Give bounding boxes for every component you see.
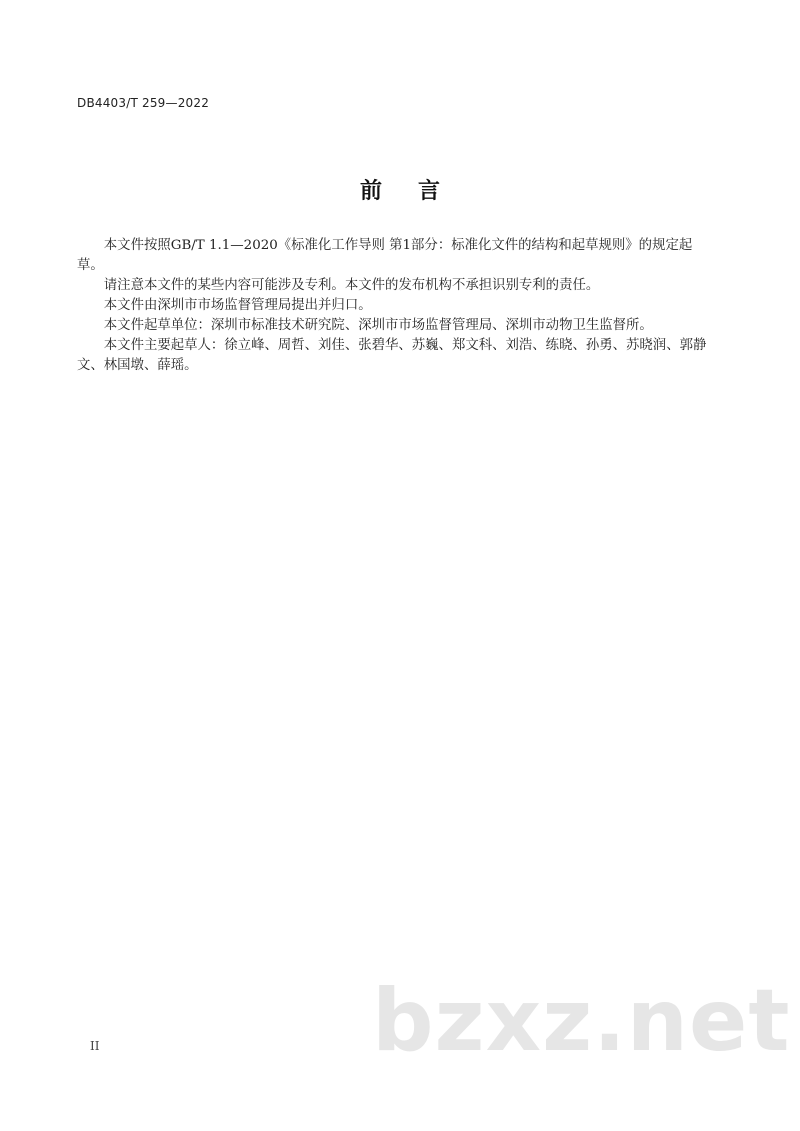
preface-paragraph: 本文件起草单位：深圳市标准技术研究院、深圳市市场监督管理局、深圳市动物卫生监督所。 — [103, 318, 653, 333]
preface-paragraph: 本文件主要起草人：徐立峰、周哲、刘佳、张碧华、苏巍、郑文科、刘浩、练晓、孙勇、苏晓润、郭静文、林国墩、薛瑶。 — [77, 338, 707, 373]
page-number: II — [90, 1039, 100, 1053]
preface-paragraph: 本文件按照GB/T 1.1—2020《标准化工作导则 第1部分：标准化文件的结构和起草规则》的规定起草。 — [77, 238, 693, 273]
preface-paragraph: 本文件由深圳市市场监督管理局提出并归口。 — [103, 298, 372, 313]
preface-body — [77, 236, 713, 376]
document-code: DB4403/T 259—2022 — [77, 96, 210, 110]
preface-paragraph: 请注意本文件的某些内容可能涉及专利。本文件的发布机构不承担识别专利的责任。 — [103, 278, 600, 293]
watermark: bzxz.net — [372, 971, 791, 1071]
preface-title: 前言 — [359, 179, 476, 204]
